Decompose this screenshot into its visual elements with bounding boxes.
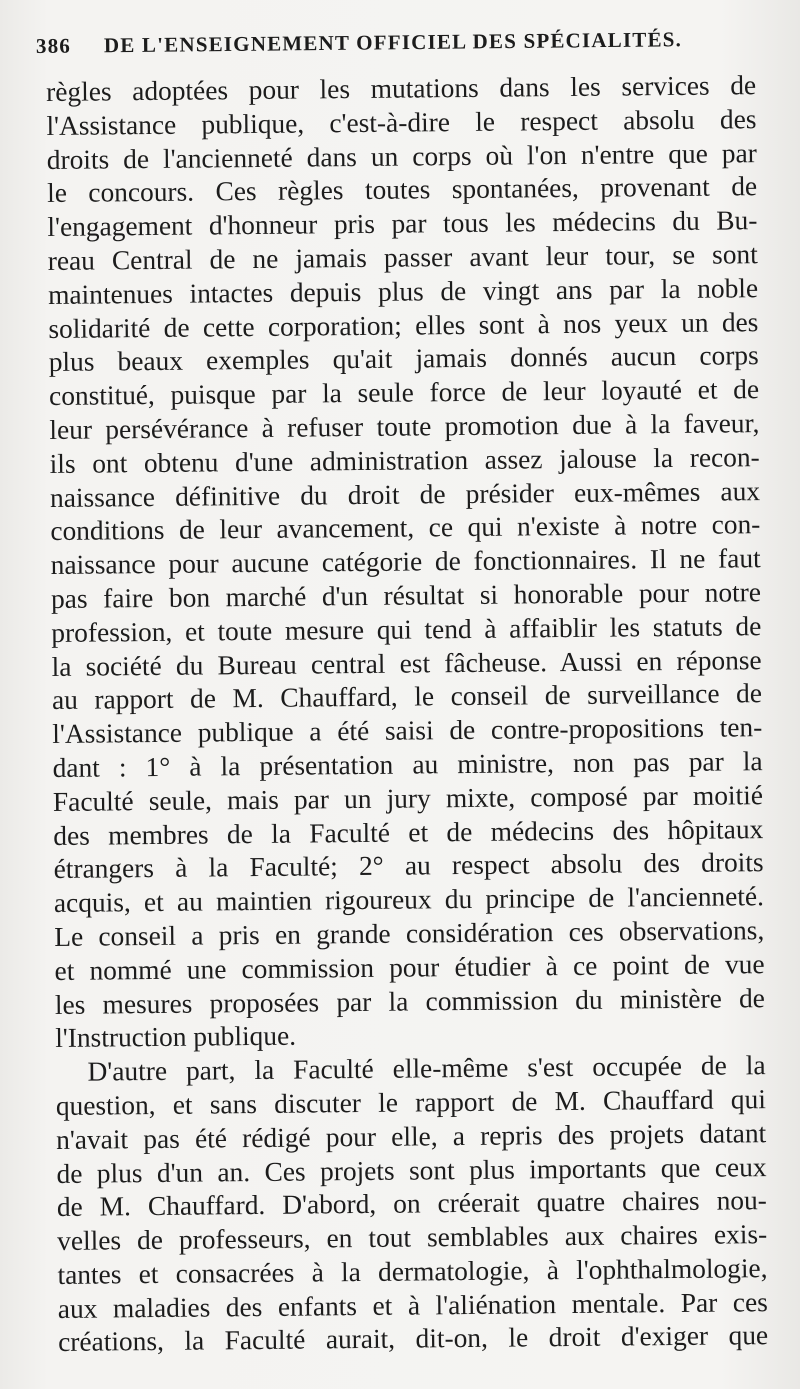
text-line: question, et sans discuter le rapport de M. Chauffard qui	[55, 1084, 766, 1121]
text-line: ils ont obtenu d'une administration assez jalouse la recon-	[49, 441, 760, 479]
text-line: constitué, puisque par la seule force de leur loyauté et de	[48, 374, 760, 412]
text-line: velles de professeurs, en tout semblables aux chaires exis-	[57, 1219, 768, 1257]
text-line: la société du Bureau central est fâcheuse. Aussi en réponse	[51, 644, 762, 682]
text-line: de M. Chauffard. D'abord, on créerait quatre chaires nou-	[56, 1185, 767, 1223]
text-line: aux maladies des enfants et à l'aliénation mentale. Par ces	[57, 1286, 768, 1324]
page-header	[36, 26, 756, 68]
text-line: l'Instruction publique.	[55, 1020, 297, 1054]
text-line: profession, et toute mesure qui tend à affaiblir les statuts de	[51, 610, 762, 648]
body-text	[46, 69, 768, 1360]
text-line: droits de l'ancienneté dans un corps où l'on n'entre que par	[46, 137, 757, 175]
text-line: plus beaux exemples qu'ait jamais donnés aucun corps	[48, 340, 759, 378]
text-line: l'Assistance publique a été saisi de contre-propositions ten-	[52, 712, 763, 750]
text-line: Faculté seule, mais par un jury mixte, composé par moitié	[52, 779, 764, 817]
text-line: et nommé une commission pour étudier à ce point de vue	[54, 948, 765, 986]
text-line: les mesures proposées par la commission du ministère de	[54, 982, 766, 1020]
text-line: créations, la Faculté aurait, dit-on, le droit d'exiger que	[58, 1320, 769, 1358]
page-number: 386	[35, 33, 72, 58]
text-line: D'autre part, la Faculté elle-même s'est occupée de la	[87, 1050, 766, 1087]
text-line: l'Assistance publique, c'est-à-dire le respect absolu des	[46, 103, 757, 141]
text-line: naissance définitive du droit de présider eux-mêmes aux	[49, 475, 761, 513]
text-line: pas faire bon marché d'un résultat si honorable pour notre	[50, 577, 762, 614]
text-line: l'engagement d'honneur pris par tous les médecins du Bu-	[47, 205, 758, 243]
text-line: Le conseil a pris en grande considération ces observations,	[54, 915, 765, 952]
paragraph-2	[55, 1049, 768, 1360]
text-line: tantes et consacrées à la dermatologie, à l'ophthalmologie,	[57, 1253, 768, 1290]
text-line: au rapport de M. Chauffard, le conseil de surveillance de	[51, 678, 763, 716]
text-line: dant : 1° à la présentation au ministre, non pas par la	[52, 746, 763, 783]
text-line: leur persévérance à refuser toute promotion due à la faveur,	[49, 408, 760, 445]
text-line: le concours. Ces règles toutes spontanées, provenant de	[46, 171, 758, 209]
paragraph-1	[46, 69, 765, 1056]
text-line: conditions de leur avancement, ce qui n'existe à notre con-	[50, 509, 761, 547]
text-line: solidarité de cette corporation; elles sont à nos yeux un des	[48, 306, 759, 344]
text-line: reau Central de ne jamais passer avant leur tour, se sont	[47, 239, 758, 276]
text-line: acquis, et au maintien rigoureux du principe de l'ancienneté.	[53, 881, 765, 919]
text-line: des membres de la Faculté et de médecins des hôpitaux	[53, 813, 764, 851]
text-line: règles adoptées pour les mutations dans les services de	[46, 70, 757, 107]
text-line: maintenues intactes depuis plus de vingt ans par la noble	[47, 272, 759, 310]
text-line: de plus d'un an. Ces projets sont plus importants que ceux	[56, 1151, 767, 1189]
running-head: DE L'ENSEIGNEMENT OFFICIEL DES SPÉCIALITÉS.	[103, 27, 683, 58]
text-line: étrangers à la Faculté; 2° au respect absolu des droits	[53, 847, 764, 885]
text-line: naissance pour aucune catégorie de fonctionnaires. Il ne faut	[50, 543, 761, 581]
text-line: n'avait pas été rédigé pour elle, a repris des projets datant	[56, 1117, 767, 1155]
